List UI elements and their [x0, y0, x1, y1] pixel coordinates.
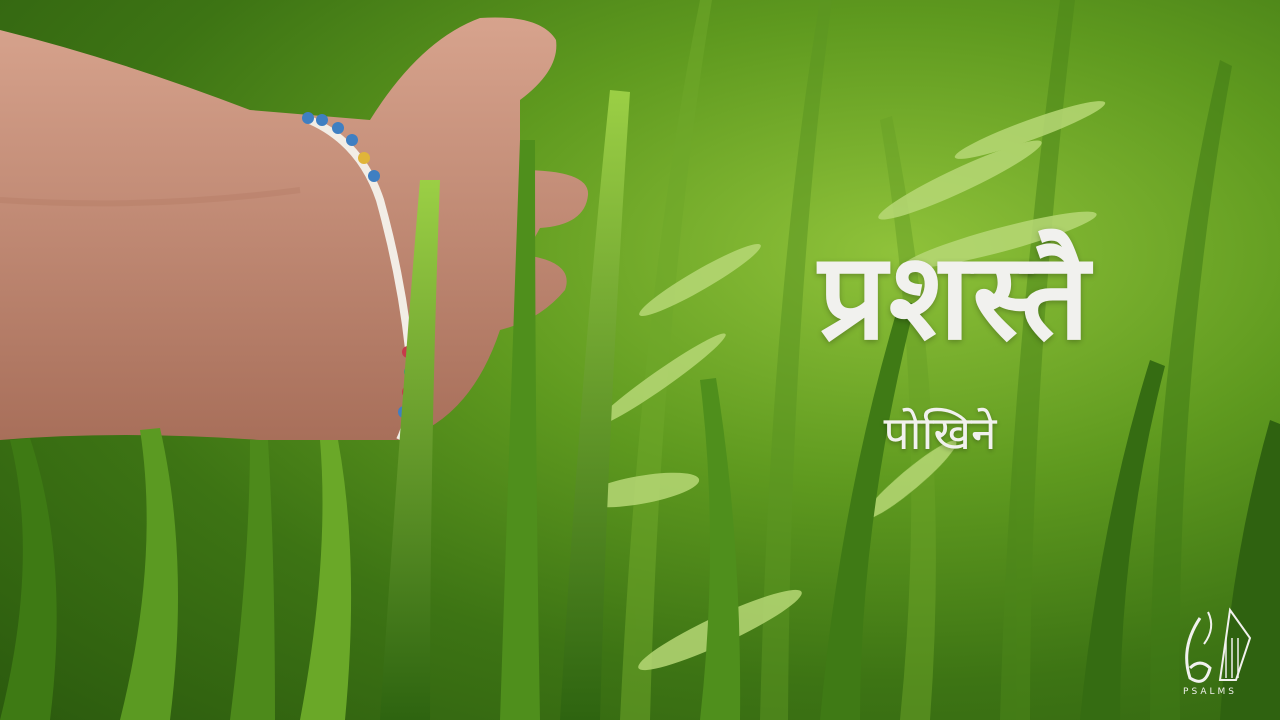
title-main: प्रशस्तै	[818, 228, 1092, 367]
hand-arm	[0, 17, 588, 440]
logo-label: PSALMS	[1183, 687, 1237, 697]
psalms-logo-icon	[1160, 598, 1260, 698]
title-sub: पोखिने	[883, 406, 997, 460]
